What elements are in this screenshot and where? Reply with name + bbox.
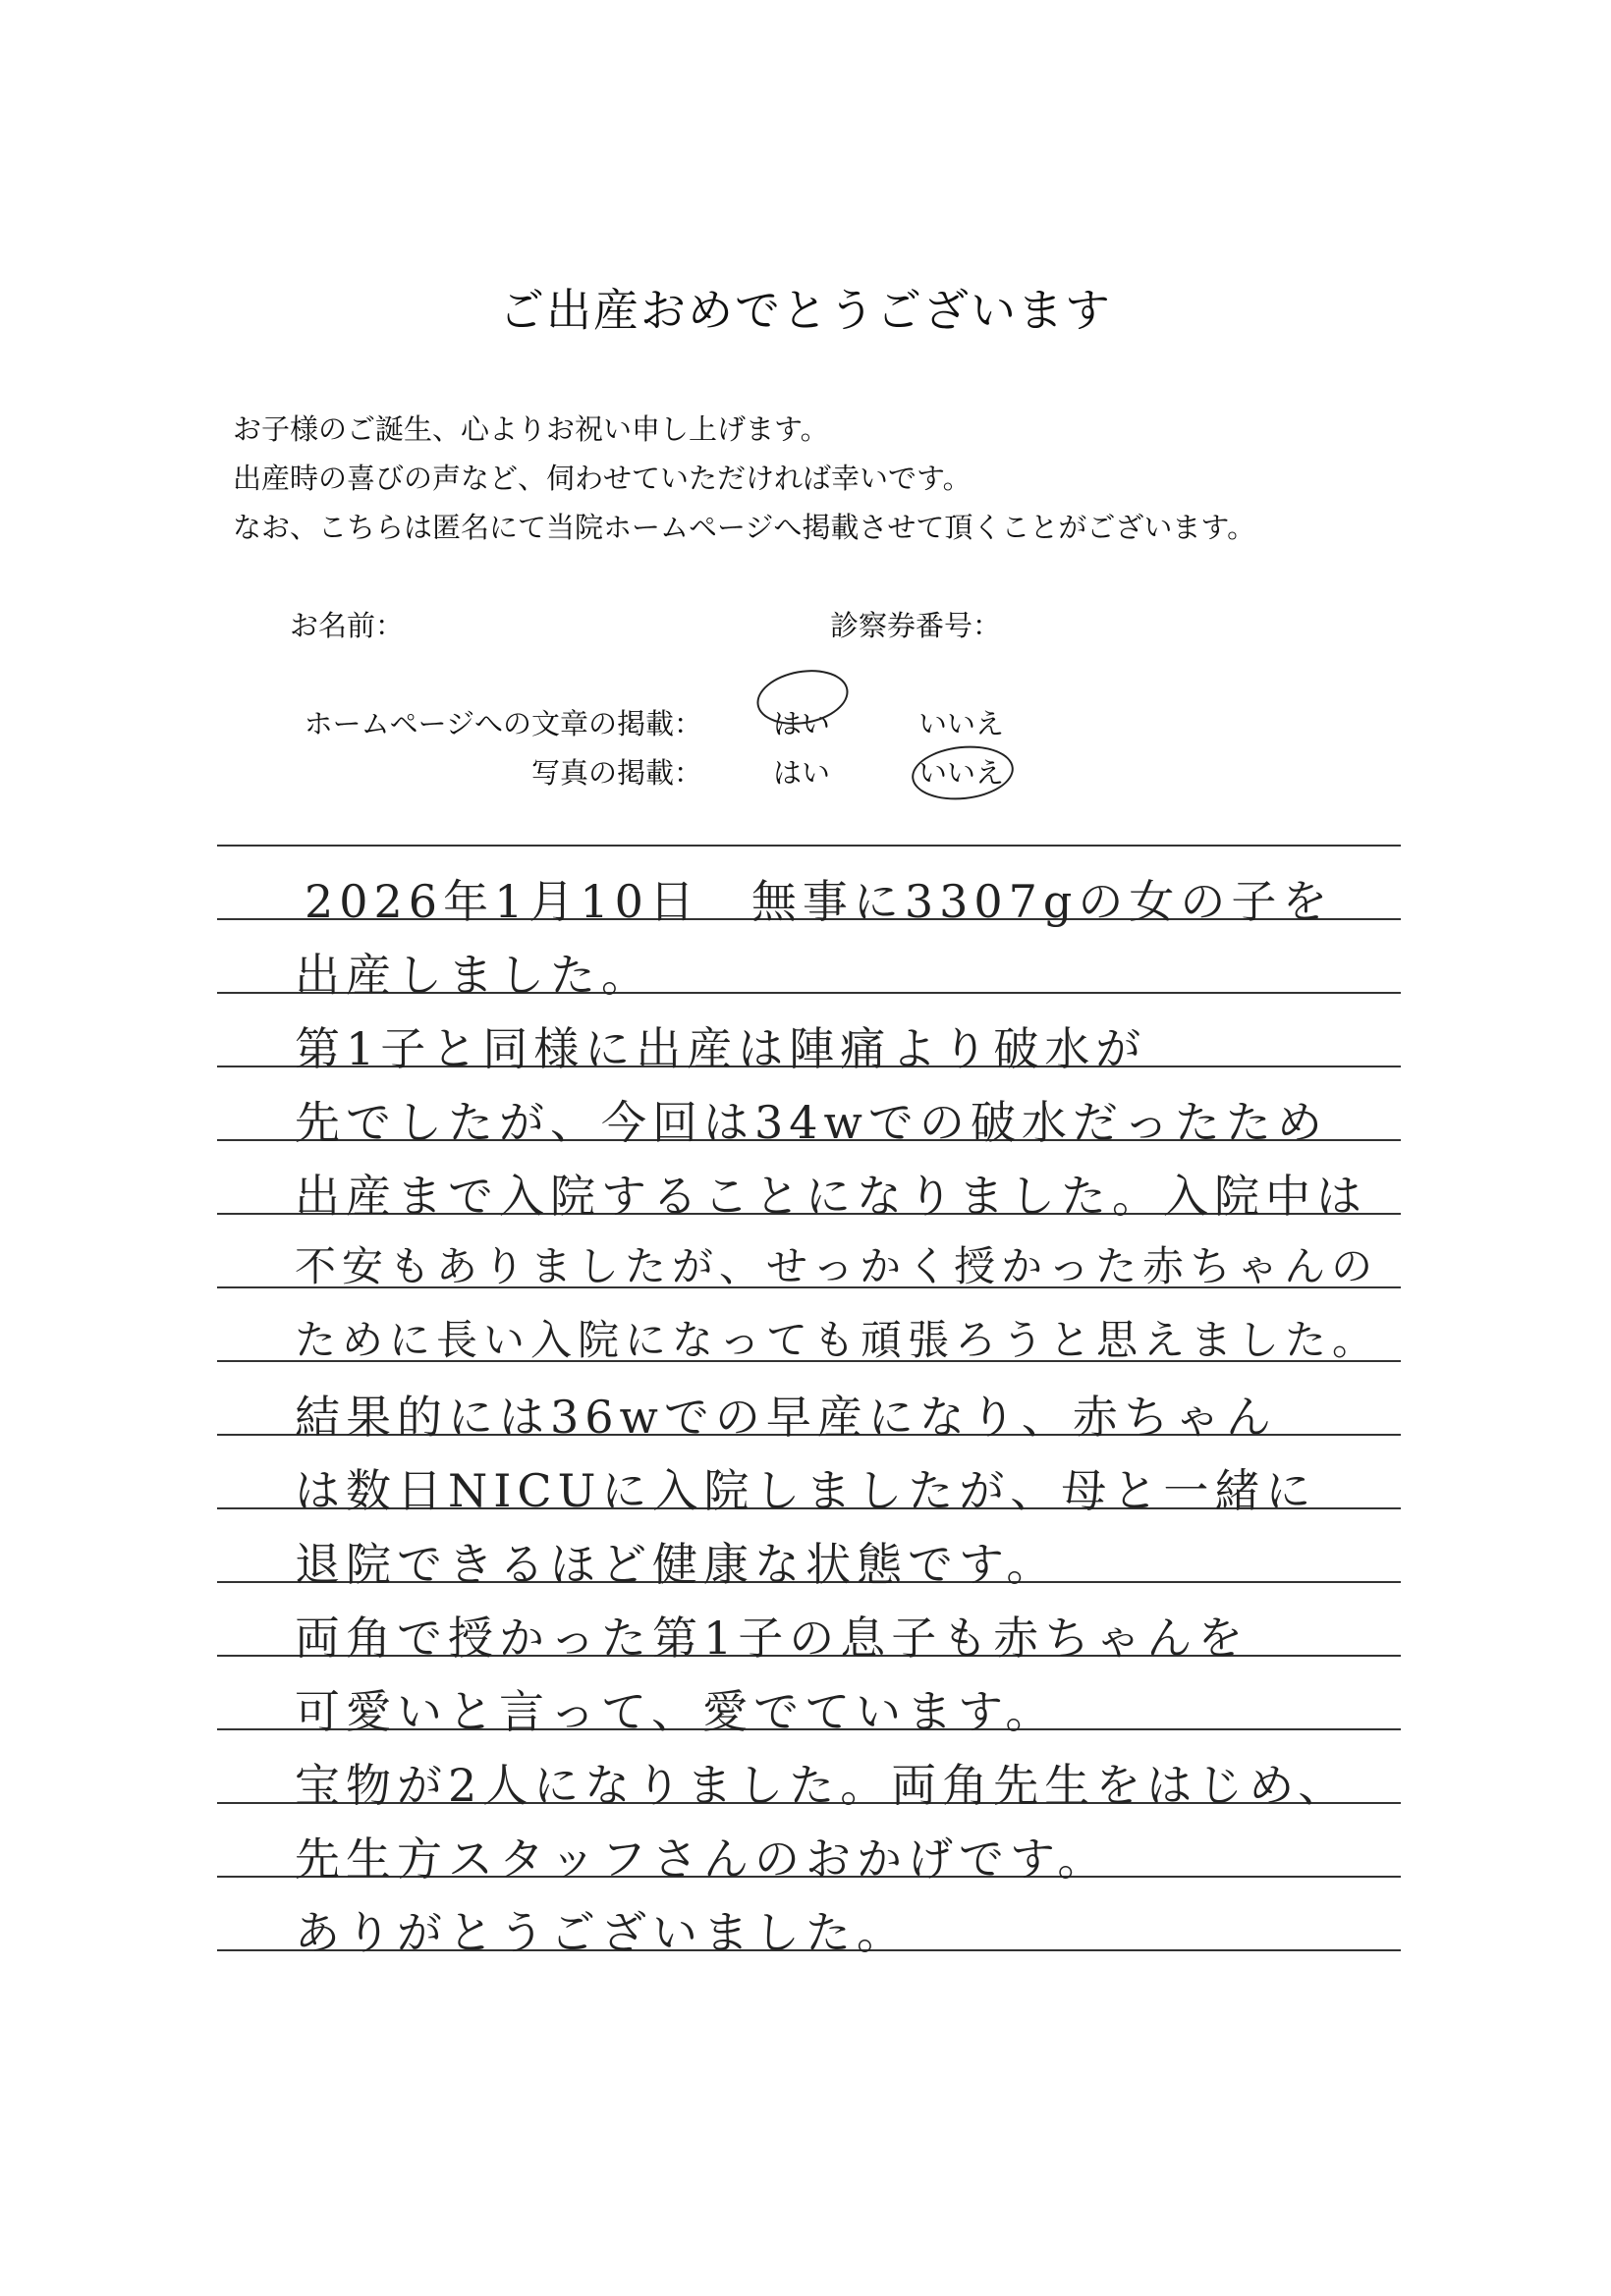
name-label: お名前：	[290, 609, 405, 642]
homepage-consent-label: ホームページへの文章の掲載：	[304, 707, 702, 740]
message-line: 出産まで入院することになりました。入院中は	[295, 1170, 1367, 1223]
homepage-no-option[interactable]: いいえ	[918, 707, 1005, 740]
message-line: ありがとうございました。	[295, 1906, 908, 1959]
homepage-yes-option[interactable]: はい	[773, 707, 831, 740]
message-line: 不安もありましたが、せっかく授かった赤ちゃんの	[295, 1242, 1379, 1290]
message-line: は数日NICUに入院しましたが、母と一緒に	[295, 1464, 1317, 1517]
intro-line: 出産時の喜びの声など、伺わせていただければ幸いです。	[233, 462, 972, 495]
message-line: 可愛いと言って、愛でています。	[295, 1685, 1057, 1738]
message-line: ために長い入院になっても頑張ろうと思えました。	[295, 1316, 1380, 1364]
photo-yes-option[interactable]: はい	[773, 756, 831, 790]
photo-consent-label: 写真の掲載：	[530, 756, 702, 790]
intro-line: お子様のご誕生、心よりお祝い申し上げます。	[233, 412, 829, 446]
message-line: 先生方スタッフさんのおかげです。	[295, 1832, 1109, 1886]
patient-number-label: 診察券番号：	[830, 609, 1002, 642]
photo-no-option[interactable]: いいえ	[918, 756, 1005, 790]
message-line: 2026年1月10日 無事に3307gの女の子を	[305, 875, 1334, 928]
message-line: 出産しました。	[295, 949, 652, 1002]
message-line: 退院できるほど健康な状態です。	[295, 1538, 1058, 1591]
message-line: 結果的には36wでの早産になり、赤ちゃん	[295, 1391, 1277, 1444]
homepage-selection-circle	[752, 663, 853, 732]
page-title: ご出産おめでとうございます	[499, 284, 1112, 337]
message-line: 両角で授かった第1子の息子も赤ちゃんを	[295, 1612, 1250, 1665]
message-line: 宝物が2人になりました。両角先生をはじめ、	[295, 1759, 1350, 1812]
message-line: 先でしたが、今回は34wでの破水だったため	[295, 1096, 1328, 1149]
intro-text	[233, 405, 1255, 552]
message-line: 第1子と同様に出産は陣痛より破水が	[295, 1022, 1147, 1075]
intro-line: なお、こちらは匿名にて当院ホームページへ掲載させて頂くことがございます。	[233, 511, 1256, 544]
ruled-line	[217, 845, 1401, 847]
